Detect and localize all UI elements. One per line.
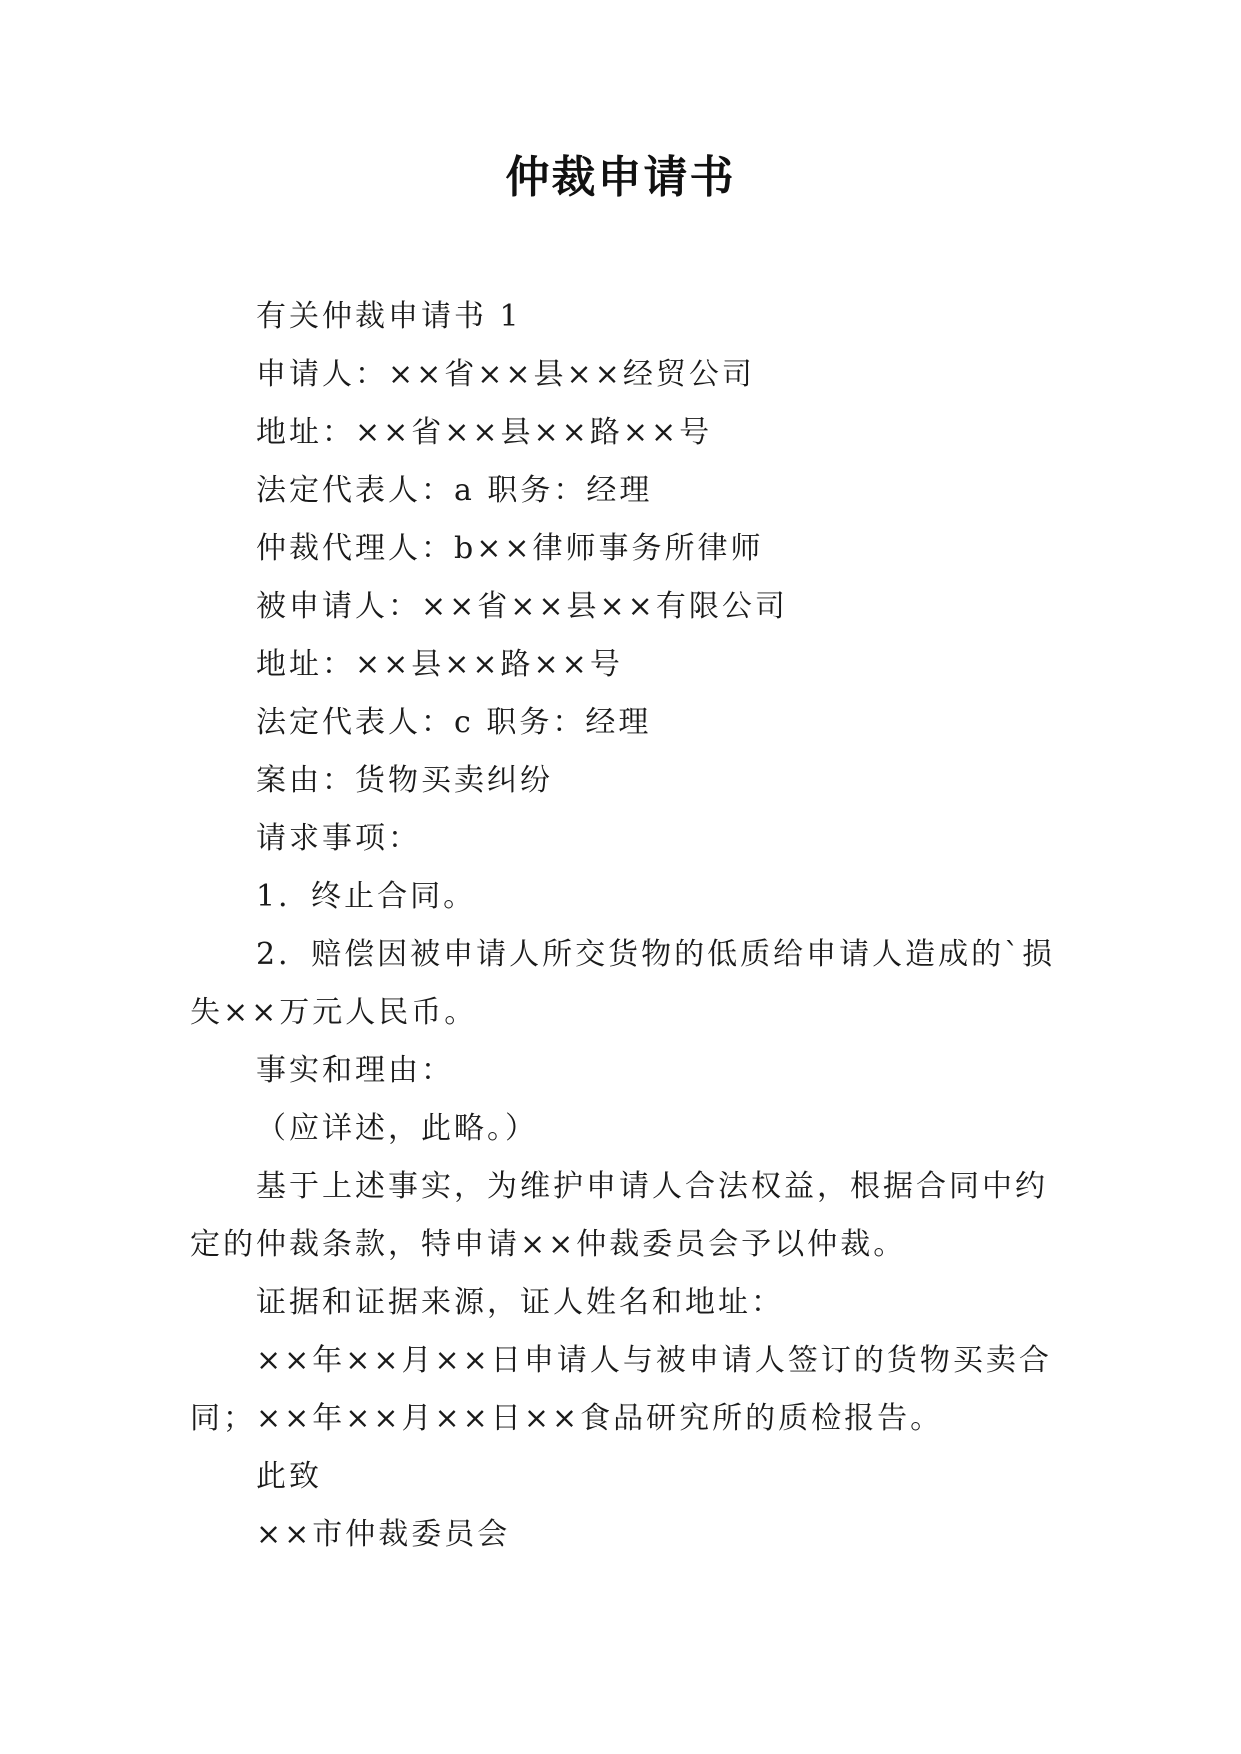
paragraph-respondent-address: 地址：××县××路××号 <box>256 647 623 682</box>
paragraph-facts-note: （应详述，此略。） <box>256 1111 538 1146</box>
paragraph-arbitration-agent: 仲裁代理人：b××律师事务所律师 <box>256 531 764 566</box>
paragraph-heading: 有关仲裁申请书 1 <box>256 299 522 334</box>
paragraph-request: 基于上述事实，为维护申请人合法权益，根据合同中约定的仲裁条款，特申请××仲裁委员会予以仲裁。 <box>190 1169 1048 1262</box>
paragraph-claims-heading: 请求事项： <box>256 821 421 856</box>
paragraph-closing: 此致 <box>256 1459 322 1494</box>
paragraph-addressee: ××市仲裁委员会 <box>256 1517 511 1552</box>
paragraph-applicant-address: 地址：××省××县××路××号 <box>256 415 713 450</box>
paragraph-claim-2: 2．赔偿因被申请人所交货物的低质给申请人造成的`损失××万元人民币。 <box>190 937 1056 1030</box>
document-body <box>190 288 1058 1564</box>
paragraph-facts-heading: 事实和理由： <box>256 1053 454 1088</box>
paragraph-respondent-legal-rep: 法定代表人：c 职务：经理 <box>256 705 652 740</box>
paragraph-evidence-heading: 证据和证据来源，证人姓名和地址： <box>256 1285 784 1320</box>
paragraph-cause: 案由：货物买卖纠纷 <box>256 763 553 798</box>
paragraph-respondent: 被申请人：××省××县××有限公司 <box>256 589 788 624</box>
page-title: 仲裁申请书 <box>505 152 736 203</box>
paragraph-applicant: 申请人：××省××县××经贸公司 <box>256 357 755 392</box>
paragraph-evidence: ××年××月××日申请人与被申请人签订的货物买卖合同；××年××月××日××食品研究所的质检报告。 <box>190 1343 1052 1436</box>
paragraph-applicant-legal-rep: 法定代表人：a 职务：经理 <box>256 473 653 508</box>
paragraph-claim-1: 1．终止合同。 <box>256 879 477 914</box>
